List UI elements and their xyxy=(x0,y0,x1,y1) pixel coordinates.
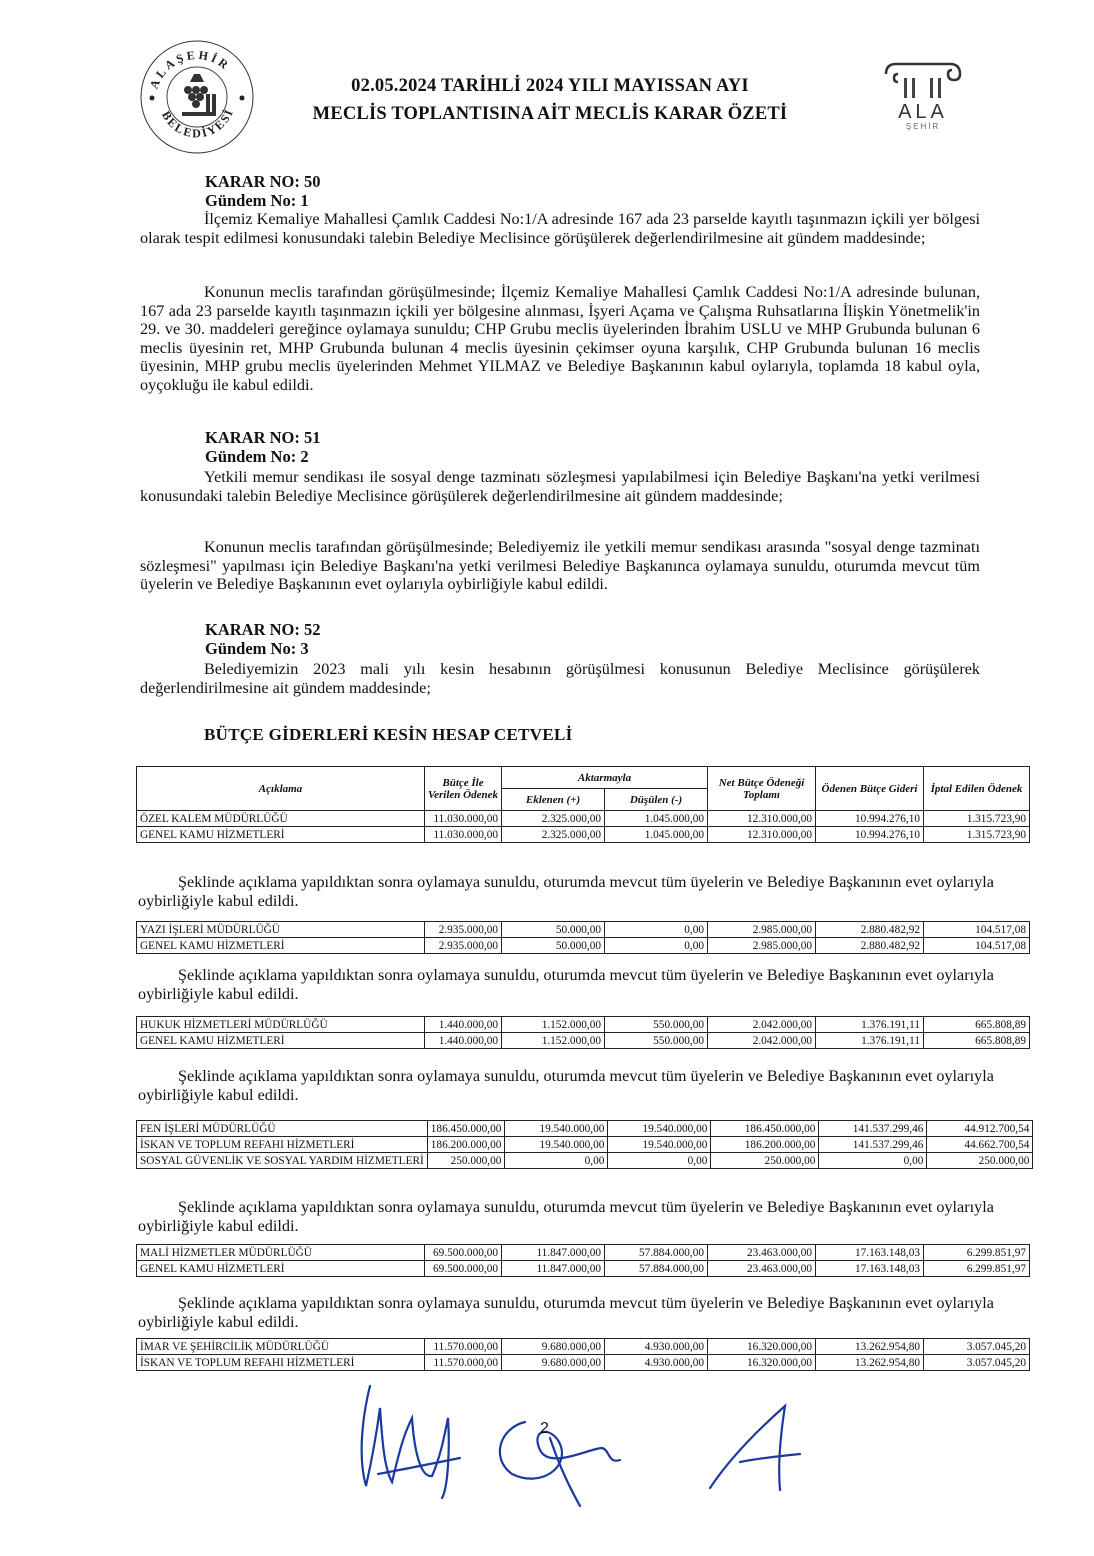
amount-cell: 1.315.723,90 xyxy=(924,827,1030,843)
amount-cell: 11.570.000,00 xyxy=(425,1355,502,1371)
amount-cell: 11.847.000,00 xyxy=(502,1261,605,1277)
amount-cell: 2.325.000,00 xyxy=(502,827,605,843)
amount-cell: 2.880.482,92 xyxy=(816,938,924,954)
amount-cell: 1.376.191,11 xyxy=(816,1033,924,1049)
table-row xyxy=(137,1153,1033,1169)
amount-cell: 44.912.700,54 xyxy=(927,1121,1033,1137)
header-dusulen: Düşülen (-) xyxy=(605,789,708,811)
karar-51-title: KARAR NO: 51 xyxy=(205,428,321,447)
header-iptal: İptal Edilen Ödenek xyxy=(924,767,1030,811)
header-net: Net Bütçe Ödeneği Toplamı xyxy=(708,767,816,811)
amount-cell: 11.030.000,00 xyxy=(425,827,502,843)
karar-50-gundem: Gündem No: 1 xyxy=(205,191,309,210)
amount-cell: 3.057.045,20 xyxy=(924,1339,1030,1355)
table-row xyxy=(137,1121,1033,1137)
document-header xyxy=(270,72,830,128)
amount-cell: 550.000,00 xyxy=(605,1017,708,1033)
table-row xyxy=(137,1137,1033,1153)
amount-cell: 1.376.191,11 xyxy=(816,1017,924,1033)
amount-cell: 19.540.000,00 xyxy=(608,1121,711,1137)
row-label-cell: İSKAN VE TOPLUM REFAHI HİZMETLERİ xyxy=(137,1137,428,1153)
amount-cell: 57.884.000,00 xyxy=(605,1261,708,1277)
table-row xyxy=(137,1261,1030,1277)
amount-cell: 186.200.000,00 xyxy=(711,1137,819,1153)
amount-cell: 1.152.000,00 xyxy=(502,1033,605,1049)
header-eklenen: Eklenen (+) xyxy=(502,789,605,811)
row-label-cell: HUKUK HİZMETLERİ MÜDÜRLÜĞÜ xyxy=(137,1017,425,1033)
table-row xyxy=(137,1017,1030,1033)
karar-50-agenda-text: İlçemiz Kemaliye Mahallesi Çamlık Caddesi No:1/A adresinde 167 ada 23 parselde kayıtlı taşınmazın içkili yer bölgesi olarak tespit edilmesi konusundaki talebin Belediye Meclisince görüşülerek değerlendirilmesine ait gündem maddesinde; xyxy=(140,210,980,247)
amount-cell: 2.880.482,92 xyxy=(816,922,924,938)
karar-51-agenda-text: Yetkili memur sendikası ile sosyal denge tazminatı sözleşmesi yapılabilmesi için Belediye Başkanı'na yetki verilmesi konusundaki talebin Belediye Meclisince görüşülerek değerlendirilmesine ait gündem maddesinde; xyxy=(140,468,980,505)
karar-51-gundem: Gündem No: 2 xyxy=(205,447,309,466)
page-number: 2 xyxy=(540,1420,549,1437)
header-butce: Bütçe İle Verilen Ödenek xyxy=(425,767,502,811)
amount-cell: 9.680.000,00 xyxy=(502,1355,605,1371)
amount-cell: 57.884.000,00 xyxy=(605,1245,708,1261)
amount-cell: 3.057.045,20 xyxy=(924,1355,1030,1371)
amount-cell: 44.662.700,54 xyxy=(927,1137,1033,1153)
amount-cell: 104.517,08 xyxy=(924,922,1030,938)
amount-cell: 550.000,00 xyxy=(605,1033,708,1049)
row-label-cell: SOSYAL GÜVENLİK VE SOSYAL YARDIM HİZMETLERİ xyxy=(137,1153,428,1169)
amount-cell: 19.540.000,00 xyxy=(608,1137,711,1153)
row-label-cell: İSKAN VE TOPLUM REFAHI HİZMETLERİ xyxy=(137,1355,425,1371)
karar-51-decision-text: Konunun meclis tarafından görüşülmesinde; Belediyemiz ile yetkili memur sendikası arasında "sosyal denge tazminatı sözleşmesi" yapılması için Belediye Başkanı'na yetki verilmesi Belediye Başkanınca oylamaya sunuldu, oturumda mevcut tüm üyelerin ve Belediye Başkanının evet oylarıyla oybirliğiyle kabul edildi. xyxy=(140,538,980,593)
header-odenen: Ödenen Bütçe Gideri xyxy=(816,767,924,811)
budget-table-3 xyxy=(136,1016,1030,1049)
header-line-1: 02.05.2024 TARİHLİ 2024 YILI MAYISSAN AYI xyxy=(351,76,749,96)
amount-cell: 2.325.000,00 xyxy=(502,811,605,827)
amount-cell: 250.000,00 xyxy=(711,1153,819,1169)
table-row xyxy=(137,1245,1030,1261)
vote-note-4: Şeklinde açıklama yapıldıktan sonra oylamaya sunuldu, oturumda mevcut tüm üyelerin ve Belediye Başkanının evet oylarıyla oybirliğiyle kabul edildi. xyxy=(138,1198,994,1235)
svg-text:ALAŞEHİR: ALAŞEHİR xyxy=(146,47,234,91)
header-aktarmayla: Aktarmayla xyxy=(502,767,708,789)
table-row xyxy=(137,827,1030,843)
amount-cell: 0,00 xyxy=(608,1153,711,1169)
alasehir-brand-logo xyxy=(880,60,966,132)
header-aciklama: Açıklama xyxy=(137,767,425,811)
amount-cell: 9.680.000,00 xyxy=(502,1339,605,1355)
row-label-cell: FEN İŞLERİ MÜDÜRLÜĞÜ xyxy=(137,1121,428,1137)
amount-cell: 2.935.000,00 xyxy=(425,938,502,954)
section-title: BÜTÇE GİDERLERİ KESİN HESAP CETVELİ xyxy=(204,725,573,744)
table-row xyxy=(137,811,1030,827)
amount-cell: 12.310.000,00 xyxy=(708,827,816,843)
amount-cell: 1.152.000,00 xyxy=(502,1017,605,1033)
table-row xyxy=(137,1339,1030,1355)
amount-cell: 16.320.000,00 xyxy=(708,1339,816,1355)
amount-cell: 1.045.000,00 xyxy=(605,827,708,843)
amount-cell: 2.985.000,00 xyxy=(708,922,816,938)
amount-cell: 1.315.723,90 xyxy=(924,811,1030,827)
amount-cell: 104.517,08 xyxy=(924,938,1030,954)
svg-text:ALA: ALA xyxy=(898,101,948,123)
municipality-seal-logo xyxy=(138,38,256,156)
amount-cell: 17.163.148,03 xyxy=(816,1261,924,1277)
amount-cell: 17.163.148,03 xyxy=(816,1245,924,1261)
amount-cell: 4.930.000,00 xyxy=(605,1355,708,1371)
table-row xyxy=(137,922,1030,938)
amount-cell: 0,00 xyxy=(605,922,708,938)
amount-cell: 665.808,89 xyxy=(924,1033,1030,1049)
amount-cell: 13.262.954,80 xyxy=(816,1355,924,1371)
karar-50-decision-text: Konunun meclis tarafından görüşülmesinde; İlçemiz Kemaliye Mahallesi Çamlık Caddesi No:1/A adresinde bulunan, 167 ada 23 parselde kayıtlı taşınmazın içkili yer bölgesine alınması, İşyeri Açama ve Çalışma Ruhsatlarına İlişkin Yönetmelik'in 29. ve 30. maddeleri gereğince oylamaya sunuldu; CHP Grubu meclis üyelerinden İbrahim USLU ve MHP Grubunda bulunan 6 meclis üyesinin ret, MHP Grubunda bulunan 4 meclis üyesinin çekimser oyuna karşılık, CHP Grubunda bulunan 16 meclis üyesinin, MHP grubu meclis üyelerinden Mehmet YILMAZ ve Belediye Başkanının kabul oylarıyla, toplamda 18 kabul oyla, oyçokluğu ile kabul edildi. xyxy=(140,283,980,394)
amount-cell: 6.299.851,97 xyxy=(924,1245,1030,1261)
amount-cell: 23.463.000,00 xyxy=(708,1245,816,1261)
row-label-cell: ÖZEL KALEM MÜDÜRLÜĞÜ xyxy=(137,811,425,827)
table-row xyxy=(137,1355,1030,1371)
amount-cell: 186.200.000,00 xyxy=(427,1137,505,1153)
amount-cell: 186.450.000,00 xyxy=(711,1121,819,1137)
header-line-2: MECLİS TOPLANTISINA AİT MECLİS KARAR ÖZETİ xyxy=(312,104,788,124)
vote-note-2: Şeklinde açıklama yapıldıktan sonra oylamaya sunuldu, oturumda mevcut tüm üyelerin ve Belediye Başkanının evet oylarıyla oybirliğiyle kabul edildi. xyxy=(138,966,994,1003)
table-row xyxy=(137,938,1030,954)
amount-cell: 50.000,00 xyxy=(502,922,605,938)
amount-cell: 11.847.000,00 xyxy=(502,1245,605,1261)
amount-cell: 69.500.000,00 xyxy=(425,1245,502,1261)
handwritten-signatures xyxy=(340,1378,860,1508)
amount-cell: 12.310.000,00 xyxy=(708,811,816,827)
amount-cell: 141.537.299,46 xyxy=(819,1121,927,1137)
amount-cell: 1.440.000,00 xyxy=(425,1033,502,1049)
amount-cell: 250.000,00 xyxy=(927,1153,1033,1169)
amount-cell: 6.299.851,97 xyxy=(924,1261,1030,1277)
budget-table-6 xyxy=(136,1338,1030,1371)
amount-cell: 4.930.000,00 xyxy=(605,1339,708,1355)
budget-table-2 xyxy=(136,921,1030,954)
amount-cell: 0,00 xyxy=(605,938,708,954)
budget-table-5 xyxy=(136,1244,1030,1277)
amount-cell: 13.262.954,80 xyxy=(816,1339,924,1355)
row-label-cell: YAZI İŞLERİ MÜDÜRLÜĞÜ xyxy=(137,922,425,938)
amount-cell: 1.045.000,00 xyxy=(605,811,708,827)
row-label-cell: İMAR VE ŞEHİRCİLİK MÜDÜRLÜĞÜ xyxy=(137,1339,425,1355)
row-label-cell: GENEL KAMU HİZMETLERİ xyxy=(137,938,425,954)
amount-cell: 2.985.000,00 xyxy=(708,938,816,954)
amount-cell: 141.537.299,46 xyxy=(819,1137,927,1153)
karar-52-gundem: Gündem No: 3 xyxy=(205,639,309,658)
karar-50-title: KARAR NO: 50 xyxy=(205,172,321,191)
svg-text:BELEDİYESİ: BELEDİYESİ xyxy=(158,106,237,141)
amount-cell: 69.500.000,00 xyxy=(425,1261,502,1277)
row-label-cell: GENEL KAMU HİZMETLERİ xyxy=(137,1033,425,1049)
vote-note-1: Şeklinde açıklama yapıldıktan sonra oylamaya sunuldu, oturumda mevcut tüm üyelerin ve Belediye Başkanının evet oylarıyla oybirliğiyle kabul edildi. xyxy=(138,873,994,910)
svg-text:ŞEHİR: ŞEHİR xyxy=(905,122,941,131)
row-label-cell: GENEL KAMU HİZMETLERİ xyxy=(137,1261,425,1277)
amount-cell: 16.320.000,00 xyxy=(708,1355,816,1371)
karar-52-agenda-text: Belediyemizin 2023 mali yılı kesin hesabının görüşülmesi konusunun Belediye Meclisince görüşülerek değerlendirilmesine ait gündem maddesinde; xyxy=(140,660,980,697)
amount-cell: 19.540.000,00 xyxy=(505,1137,608,1153)
amount-cell: 0,00 xyxy=(819,1153,927,1169)
amount-cell: 1.440.000,00 xyxy=(425,1017,502,1033)
budget-table-4 xyxy=(136,1120,1033,1169)
amount-cell: 11.030.000,00 xyxy=(425,811,502,827)
amount-cell: 19.540.000,00 xyxy=(505,1121,608,1137)
amount-cell: 11.570.000,00 xyxy=(425,1339,502,1355)
amount-cell: 665.808,89 xyxy=(924,1017,1030,1033)
amount-cell: 250.000,00 xyxy=(427,1153,505,1169)
karar-52-title: KARAR NO: 52 xyxy=(205,620,321,639)
amount-cell: 10.994.276,10 xyxy=(816,811,924,827)
amount-cell: 23.463.000,00 xyxy=(708,1261,816,1277)
amount-cell: 0,00 xyxy=(505,1153,608,1169)
amount-cell: 186.450.000,00 xyxy=(427,1121,505,1137)
vote-note-5: Şeklinde açıklama yapıldıktan sonra oylamaya sunuldu, oturumda mevcut tüm üyelerin ve Belediye Başkanının evet oylarıyla oybirliğiyle kabul edildi. xyxy=(138,1294,994,1331)
amount-cell: 2.935.000,00 xyxy=(425,922,502,938)
amount-cell: 2.042.000,00 xyxy=(708,1033,816,1049)
row-label-cell: GENEL KAMU HİZMETLERİ xyxy=(137,827,425,843)
amount-cell: 2.042.000,00 xyxy=(708,1017,816,1033)
vote-note-3: Şeklinde açıklama yapıldıktan sonra oylamaya sunuldu, oturumda mevcut tüm üyelerin ve Belediye Başkanının evet oylarıyla oybirliğiyle kabul edildi. xyxy=(138,1067,994,1104)
amount-cell: 50.000,00 xyxy=(502,938,605,954)
amount-cell: 10.994.276,10 xyxy=(816,827,924,843)
table-row xyxy=(137,1033,1030,1049)
budget-table-1 xyxy=(136,766,1030,843)
row-label-cell: MALİ HİZMETLER MÜDÜRLÜĞÜ xyxy=(137,1245,425,1261)
